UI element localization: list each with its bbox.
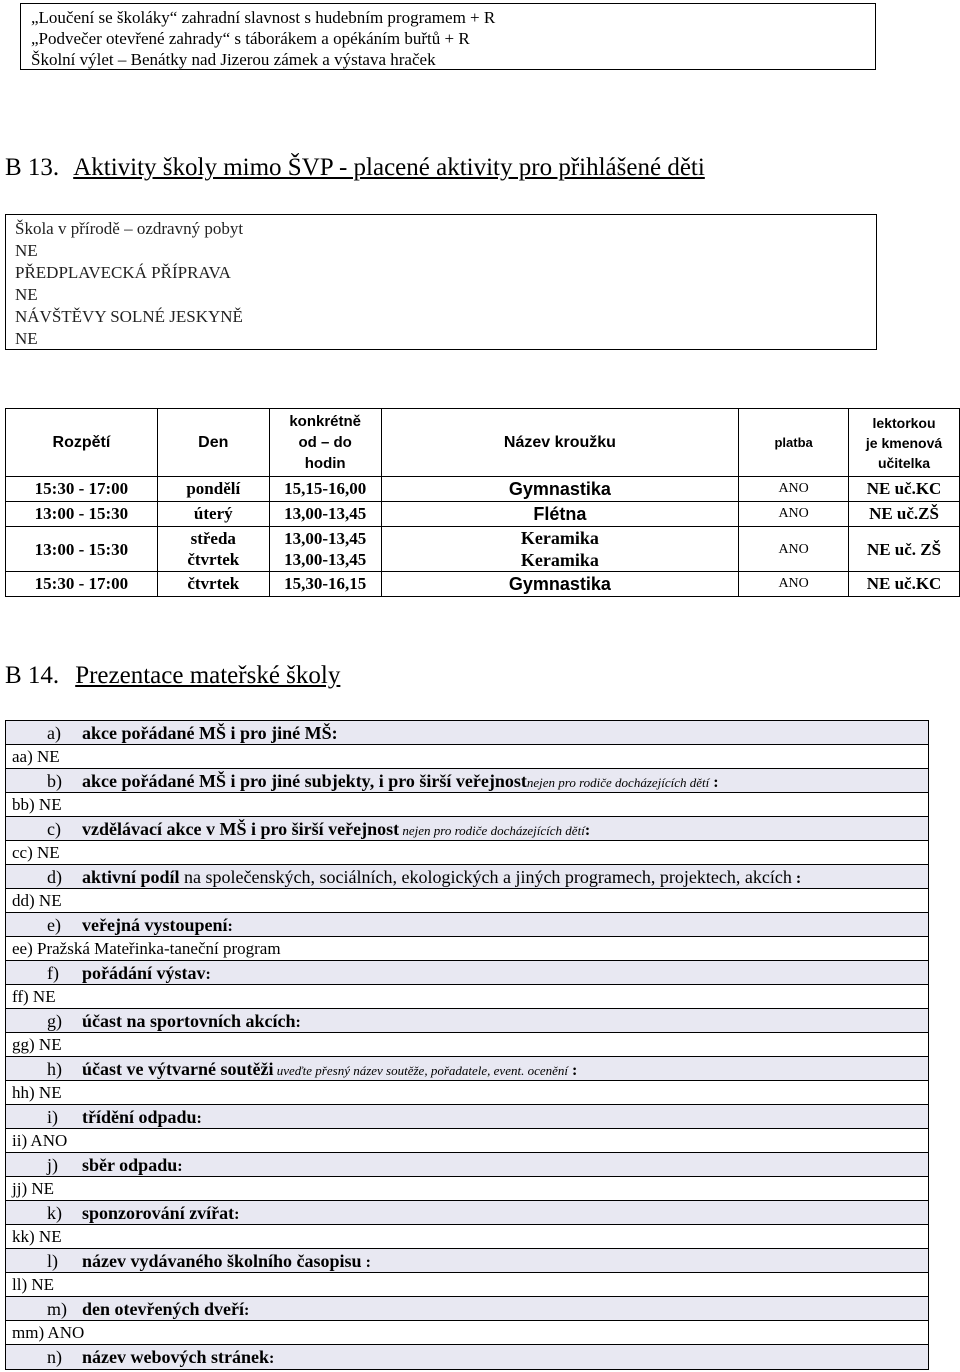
events-box [20,3,876,70]
answer-row: gg) NE [6,1033,928,1057]
cell-platba: ANO [739,477,849,502]
event-line: „Podvečer otevřené zahrady“ s táborákem a opékáním buřtů + R [31,29,470,48]
clubs-table [5,408,960,597]
question-letter: f) [47,963,59,983]
cell-rozpeti: 13:00 - 15:30 [6,502,158,527]
header-text: konkrétně [289,413,362,430]
question-row [6,1153,928,1177]
question-colon: : [234,1206,240,1223]
question-colon: : [196,1110,202,1127]
cell-platba: ANO [739,502,849,527]
question-row [6,1249,928,1273]
table-row [6,477,960,502]
activity-row: NE [15,241,38,260]
question-letter: k) [47,1203,62,1223]
event-line: Školní výlet – Benátky nad Jizerou zámek a výstava hraček [31,50,436,69]
cell-hod: 15,30-16,15 [269,572,381,597]
cell-den: čtvrtek [157,572,269,597]
question-letter: g) [47,1011,62,1031]
activity-row: Škola v přírodě – ozdravný pobyt [15,219,244,238]
activity-row: NE [15,329,38,348]
question-colon: : [791,870,802,887]
header-den: Den [157,409,269,477]
question-row [6,817,928,841]
question-label: den otevřených dveří [82,1299,244,1319]
question-colon: : [177,1158,183,1175]
table-row [6,502,960,527]
cell-text: Keramika [520,550,599,570]
question-letter: d) [47,867,62,887]
activity-row: PŘEDPLAVECKÁ PŘÍPRAVA [15,263,231,282]
cell-platba: ANO [739,572,849,597]
question-note: nejen pro rodiče docházejících dětí [526,775,710,790]
header-lektorka [849,409,960,477]
table-row [6,572,960,597]
table-row [6,527,960,572]
question-label: akce pořádané MŠ i pro jiné subjekty, i pro širší veřejnost [82,771,527,791]
section-number: B 13. [5,154,60,181]
question-letter: m) [47,1299,67,1319]
cell-hod [269,527,381,572]
cell-text: 13,00-13,45 [284,529,367,548]
question-label: akce pořádané MŠ i pro jiné MŠ: [82,723,338,743]
answer-row: jj) NE [6,1177,928,1201]
answer-row: bb) NE [6,793,928,817]
question-label: sponzorování zvířat [82,1203,235,1223]
question-row [6,1105,928,1129]
answer-row: ll) NE [6,1273,928,1297]
question-row [6,1009,928,1033]
question-colon: : [584,822,591,839]
question-colon: : [709,774,719,791]
answer-row: cc) NE [6,841,928,865]
question-row [6,721,928,745]
section-title: Aktivity školy mimo ŠVP - placené aktivity pro přihlášené děti [73,154,705,181]
cell-hod: 15,15-16,00 [269,477,381,502]
question-letter: e) [47,915,61,935]
question-label: veřejná vystoupení [82,915,228,935]
cell-lekt: NE uč.KC [849,572,960,597]
question-letter: h) [47,1059,62,1079]
question-row [6,1345,928,1369]
activity-row: NÁVŠTĚVY SOLNÉ JESKYNĚ [15,307,243,326]
question-note: nejen pro rodiče docházejících dětí [399,823,585,838]
question-colon: : [269,1350,275,1367]
activities-box [5,214,877,350]
cell-rozpeti: 15:30 - 17:00 [6,572,158,597]
cell-lekt: NE uč.KC [849,477,960,502]
question-label: účast ve výtvarné soutěži [82,1059,274,1079]
question-text: na společenských, sociálních, ekologických a jiných programech, projektech, akcích [179,867,792,887]
question-letter: n) [47,1347,62,1367]
question-letter: j) [47,1155,58,1175]
cell-hod: 13,00-13,45 [269,502,381,527]
section-title: Prezentace mateřské školy [75,662,341,689]
header-text: lektorkou [872,414,936,431]
header-text: hodin [304,455,346,472]
cell-platba: ANO [739,527,849,572]
cell-den [157,527,269,572]
question-note: uveďte přesný název soutěže, pořadatele, event. ocenění [273,1063,568,1078]
question-letter: a) [47,723,61,743]
section-heading-b14 [5,660,340,692]
question-letter: c) [47,819,61,839]
answer-row: mm) ANO [6,1321,928,1345]
question-label: název vydávaného školního časopisu [82,1251,362,1271]
question-label: účast na sportovních akcích [82,1011,296,1031]
question-label: třídění odpadu [82,1107,197,1127]
question-row [6,913,928,937]
section-number: B 14. [5,662,60,689]
header-text: od – do [298,434,352,451]
question-label: název webových stránek [82,1347,269,1367]
question-label: aktivní podíl [82,867,180,887]
header-nazev: Název kroužku [381,409,739,477]
cell-rozpeti: 15:30 - 17:00 [6,477,158,502]
cell-nazev: Flétna [381,502,739,527]
answer-row: hh) NE [6,1081,928,1105]
answer-row: aa) NE [6,745,928,769]
table-header-row [6,409,960,477]
header-platba: platba [739,409,849,477]
question-row [6,1297,928,1321]
header-konkretne [269,409,381,477]
presentation-list [5,720,929,1370]
event-line: „Loučení se školáky“ zahradní slavnost s hudebním programem + R [31,8,496,27]
answer-row: ii) ANO [6,1129,928,1153]
question-row [6,865,928,889]
section-heading-b13 [5,152,705,184]
cell-den: pondělí [157,477,269,502]
cell-rozpeti: 13:00 - 15:30 [6,527,158,572]
answer-row: kk) NE [6,1225,928,1249]
cell-den: úterý [157,502,269,527]
cell-text: čtvrtek [187,550,240,569]
question-colon: : [361,1254,371,1271]
question-letter: b) [47,771,62,791]
question-label: pořádání výstav [82,963,206,983]
question-colon: : [243,1302,250,1319]
cell-lekt: NE uč. ZŠ [849,527,960,572]
question-label: vzdělávací akce v MŠ i pro širší veřejnost [82,819,400,839]
question-colon: : [205,966,211,983]
question-row [6,1201,928,1225]
question-row [6,1057,928,1081]
cell-text: Keramika [520,528,599,548]
cell-text: 13,00-13,45 [284,550,367,569]
question-colon: : [568,1062,578,1079]
question-label: sběr odpadu [82,1155,178,1175]
cell-text: středa [190,529,236,548]
cell-nazev [381,527,739,572]
question-letter: i) [47,1107,58,1127]
question-colon: : [295,1014,301,1031]
question-row [6,961,928,985]
header-rozpeti: Rozpětí [6,409,158,477]
question-row [6,769,928,793]
answer-row: ee) Pražská Mateřinka-taneční program [6,937,928,961]
header-text: je kmenová [865,434,943,451]
question-letter: l) [47,1251,58,1271]
answer-row: dd) NE [6,889,928,913]
activity-row: NE [15,285,38,304]
cell-lekt: NE uč.ZŠ [849,502,960,527]
question-colon: : [227,918,233,935]
cell-nazev: Gymnastika [381,572,739,597]
cell-nazev: Gymnastika [381,477,739,502]
header-text: učitelka [877,454,931,471]
answer-row: ff) NE [6,985,928,1009]
